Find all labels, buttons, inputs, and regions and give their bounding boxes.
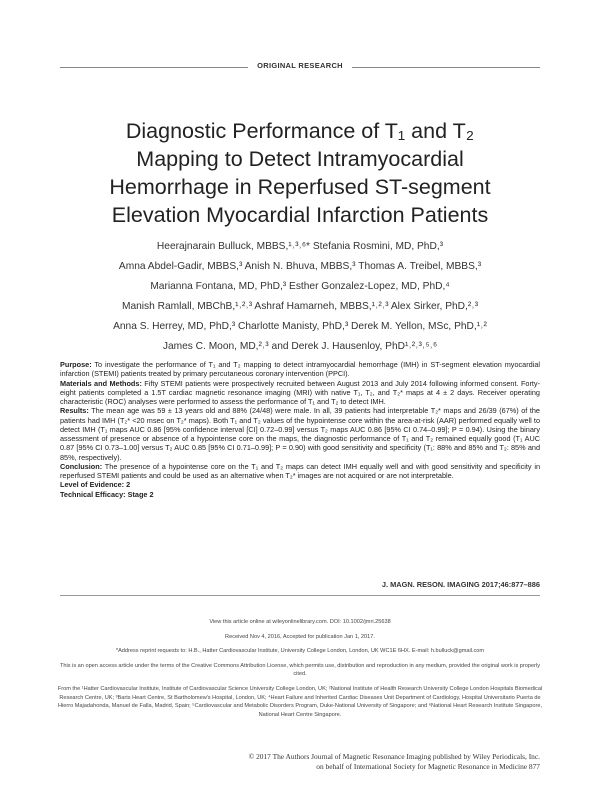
doi-note: View this article online at wileyonlinelibrary.com. DOI: 10.1002/jmri.25638 [209, 619, 391, 625]
author-line: Amna Abdel-Gadir, MBBS,³ Anish N. Bhuva, MBBS,³ Thomas A. Treibel, MBBS,³ [118, 261, 482, 272]
purpose-label: Purpose: [60, 360, 92, 369]
citation-divider [60, 595, 540, 596]
header-rule-left [60, 67, 248, 68]
abstract-results [60, 406, 540, 462]
loe-value: 2 [124, 480, 131, 490]
methods-text: Fifty STEMI patients were prospectively recruited between August 2013 and July 2014 following informed consent. Forty-eight patients completed a 1.5T cardiac magnetic resonance imaging (MRI) with native T₁, T₂, and T₂* maps at 4 ± 2 days. Receiver operating characteristic (ROC) analyses were performed to assess the performance of T₁ and T₂ to detect IMH. [60, 378, 540, 406]
section-label: ORIGINAL RESEARCH [257, 61, 343, 70]
license-note: This is an open access article under the terms of the Creative Commons Attribution License, which permits use, distribution and reproduction in any medium, provided the original work is properly cited. [59, 662, 541, 678]
copyright-line: © 2017 The Authors Journal of Magnetic Resonance Imaging published by Wiley Periodicals, Inc. [248, 752, 540, 761]
author-line: Manish Ramlall, MBChB,¹˒²˒³ Ashraf Hamarneh, MBBS,¹˒²˒³ Alex Sirker, PhD,²˒³ [121, 301, 479, 312]
methods-label: Materials and Methods: [60, 378, 142, 388]
article-title [40, 117, 560, 229]
received-note: Received Nov 4, 2016, Accepted for publication Jan 1, 2017. [225, 633, 375, 640]
abstract [60, 360, 540, 499]
footnotes [55, 618, 545, 725]
reprint-note: *Address reprint requests to: H.B., Hatter Cardiovascular Institute, University College London, London, UK WC1E 6HX. E-mail: h.bulluck@gmail.com [115, 648, 485, 655]
results-label: Results: [60, 406, 89, 416]
purpose-text: To investigate the performance of T₁ and T₂ mapping to detect intramyocardial hemorrhage (IMH) in ST-segment elevation myocardial infarction (STEMI) patients treated by primary percutaneous coronary intervention (PPCI). [60, 360, 540, 379]
title-line: Diagnostic Performance of T₁ and T₂ [125, 119, 475, 143]
abstract-purpose [60, 360, 540, 379]
author-line: Anna S. Herrey, MD, PhD,³ Charlotte Manisty, PhD,³ Derek M. Yellon, MSc, PhD,¹˒² [113, 321, 487, 332]
journal-citation: J. MAGN. RESON. IMAGING 2017;46:877–886 [381, 580, 540, 589]
copyright-line: on behalf of International Society for Magnetic Resonance in Medicine 877 [316, 762, 540, 771]
title-line: Elevation Myocardial Infarction Patients [111, 203, 489, 227]
title-line: Mapping to Detect Intramyocardial [136, 147, 464, 171]
affiliations-note: From the ¹Hatter Cardiovascular Institute, Institute of Cardiovascular Science University College London, UK; ²National Institute of Health Research University College London Hospitals Biomedical Research Centre, UK; ³Barts Heart Centre, St Bartholomew's Hospital, London, UK; ⁴Heart Failure and Inherited Cardiac Diseases Unit Department of Cardiology, Hospital Universitario Puerta de Hierro Majadahonda, Manuel de Falla, Madrid, Spain; ⁵Cardiovascular and Metabolic Disorders Program, Duke-National University of Singapore; and ⁶National Heart Research Institute Singapore, National Heart Centre Singapore. [57, 685, 543, 718]
conclusion-label: Conclusion: [60, 461, 103, 471]
te-label: Technical Efficacy: [60, 489, 126, 499]
header-rule-right [352, 67, 540, 68]
conclusion-text: The presence of a hypointense core on the T₁ and T₂ maps can detect IMH equally well and with good sensitivity and specificity in reperfused STEMI patients and could be used as an alternative when T₂* images are not acquired or are not interpretable. [60, 461, 540, 480]
title-line: Hemorrhage in Reperfused ST-segment [109, 175, 491, 199]
level-of-evidence [60, 480, 540, 489]
technical-efficacy [60, 490, 540, 499]
author-line: Heerajnarain Bulluck, MBBS,¹˒³˒⁶* Stefania Rosmini, MD, PhD,³ [156, 241, 444, 252]
results-text: The mean age was 59 ± 13 years old and 88% (24/48) were male. In all, 39 patients had interpretable T₂* maps and 26/39 (67%) of the patients had IMH (T₂* <20 msec on T₂* maps). Both T₁ and T₂ values of the hypointense core within the area-at-risk (AAR) performed equally well to detect IMH (T₁ maps AUC 0.86 [95% confidence interval [CI] 0.72–0.99] versus T₂ maps AUC 0.86 [95% CI 0.74–0.99]; P = 0.94). Using the binary assessment of presence or absence of a hypointense core on the maps, the diagnostic performance of T₁ and T₂ remained equally good (T₁ AUC 0.87 [95% CI 0.73–1.00] versus T₂ AUC 0.85 [95% CI 0.71–0.99]; P = 0.90) with good sensitivity and specificity (T₁: 88% and 85% and T₂: 85% and 85%, respectively). [60, 406, 540, 462]
abstract-methods [60, 379, 540, 407]
abstract-conclusion [60, 462, 540, 481]
author-list [40, 237, 560, 357]
copyright [200, 752, 540, 772]
section-header [60, 61, 540, 75]
author-line: James C. Moon, MD,²˒³ and Derek J. Hausenloy, PhD¹˒²˒³˒⁵˒⁶ [162, 341, 438, 352]
loe-label: Level of Evidence: [60, 480, 125, 490]
author-line: Marianna Fontana, MD, PhD,³ Esther Gonzalez-Lopez, MD, PhD,⁴ [150, 281, 450, 292]
te-value: Stage 2 [125, 489, 154, 499]
